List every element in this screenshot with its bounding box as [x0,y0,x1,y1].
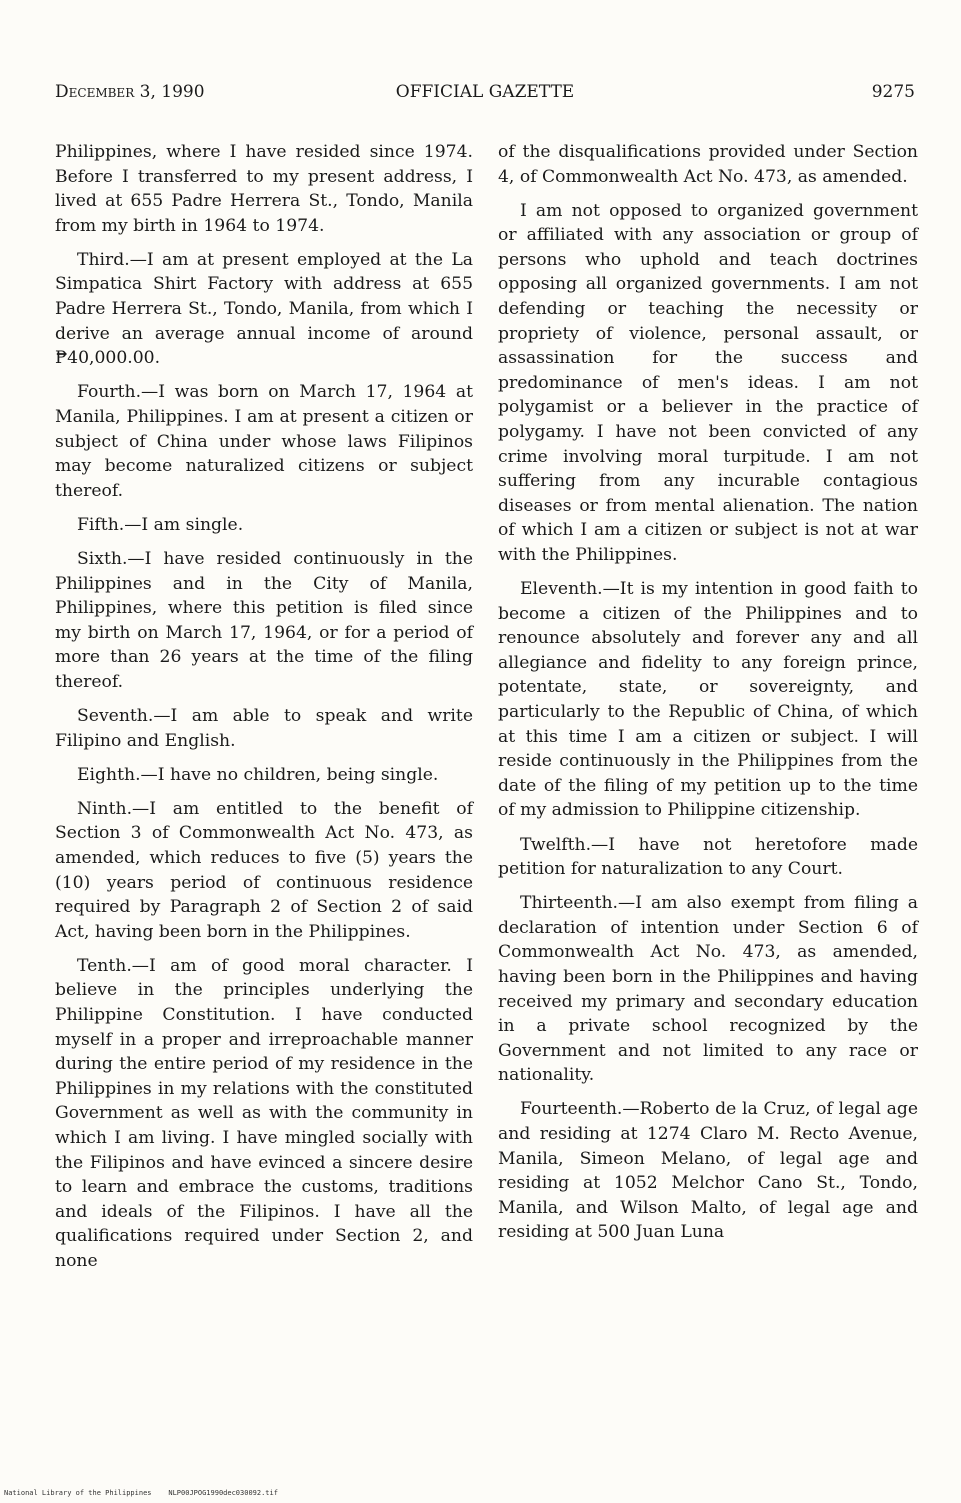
paragraph: Seventh.—I am able to speak and write Filipino and English. [55,705,473,751]
paragraph: Twelfth.—I have not heretofore made petition for naturalization to any Court. [498,834,918,880]
paragraph: Eleventh.—It is my intention in good faith to become a citizen of the Philippines and to renounce absolutely and forever any and all allegiance and fidelity to any foreign prince, potentate, state, or sovereignty, and particularly to the Republic of China, of which at this time I am a citizen or subject. I will reside continuously in the Philippines from the date of the filing of my petition up to the time of my admission to Philippine citizenship. [498,579,918,821]
paragraph: Thirteenth.—I am also exempt from filing a declaration of intention under Section 6 of Commonwealth Act No. 473, as amended, having been born in the Philippines and having received my primary and secondary education in a private school recognized by the Government and not limited to any race or nationality. [498,893,918,1086]
page-header [55,82,915,110]
footer-library: National Library of the Philippines [4,1489,152,1497]
right-column [498,140,918,1255]
paragraph: Fifth.—I am single. [77,514,244,535]
paragraph: Third.—I am at present employed at the La Simpatica Shirt Factory with address at 655 Padre Herrera St., Tondo, Manila, from which I derive an average annual income of around ₱40,000.00. [55,249,473,369]
left-column [55,140,473,1283]
paragraph: Eighth.—I have no children, being single. [77,764,439,785]
paragraph: of the disqualifications provided under Section 4, of Commonwealth Act No. 473, as amended. [498,142,918,187]
paragraph: Tenth.—I am of good moral character. I believe in the principles underlying the Philippine Constitution. I have conducted myself in a proper and irreproachable manner during the entire period of my residence in the Philippines in my relations with the constituted Government as well as with the community in which I am living. I have mingled socially with the Filipinos and have evinced a sincere desire to learn and embrace the customs, traditions and ideals of the Filipinos. I have all the qualifications required under Section 2, and none [55,955,473,1271]
paragraph: Ninth.—I am entitled to the benefit of Section 3 of Commonwealth Act No. 473, as amended, which reduces to five (5) years the (10) years period of continuous residence required by Paragraph 2 of Section 2 of said Act, having been born in the Philippines. [55,798,473,942]
paragraph: Fourth.—I was born on March 17, 1964 at Manila, Philippines. I am at present a citizen or subject of China under whose laws Filipinos may become naturalized citizens or subject thereof. [55,382,473,501]
scan-footer [4,1489,278,1497]
header-date: December 3, 1990 [55,82,205,102]
publication-title: OFFICIAL GAZETTE [395,82,575,102]
paragraph: Fourteenth.—Roberto de la Cruz, of legal age and residing at 1274 Claro M. Recto Avenue, Manila, Simeon Melano, of legal age and residing at 1052 Melchor Cano St., Tondo, Manila, and Wilson Malto, of legal age and residing at 500 Juan Luna [498,1099,918,1243]
paragraph: Philippines, where I have resided since 1974. Before I transferred to my present address, I lived at 655 Padre Herrera St., Tondo, Manila from my birth in 1964 to 1974. [55,142,473,236]
footer-file: NLP00JPOG1990dec030092.tif [168,1489,278,1497]
page-number: 9275 [871,82,915,102]
paragraph: Sixth.—I have resided continuously in the Philippines and in the City of Manila, Philippines, where this petition is filed since my birth on March 17, 1964, or for a period of more than 26 years at the time of the filing thereof. [55,548,473,692]
paragraph: I am not opposed to organized government or affiliated with any association or group of persons who uphold and teach doctrines opposing all organized governments. I am not defending or teaching the necessity or propriety of violence, personal assault, or assassination for the success and predominance of men's ideas. I am not polygamist or a believer in the practice of polygamy. I have not been convicted of any crime involving moral turpitude. I am not suffering from any incurable contagious diseases or from mental alienation. The nation of which I am a citizen or subject is not at war with the Philippines. [498,200,918,565]
